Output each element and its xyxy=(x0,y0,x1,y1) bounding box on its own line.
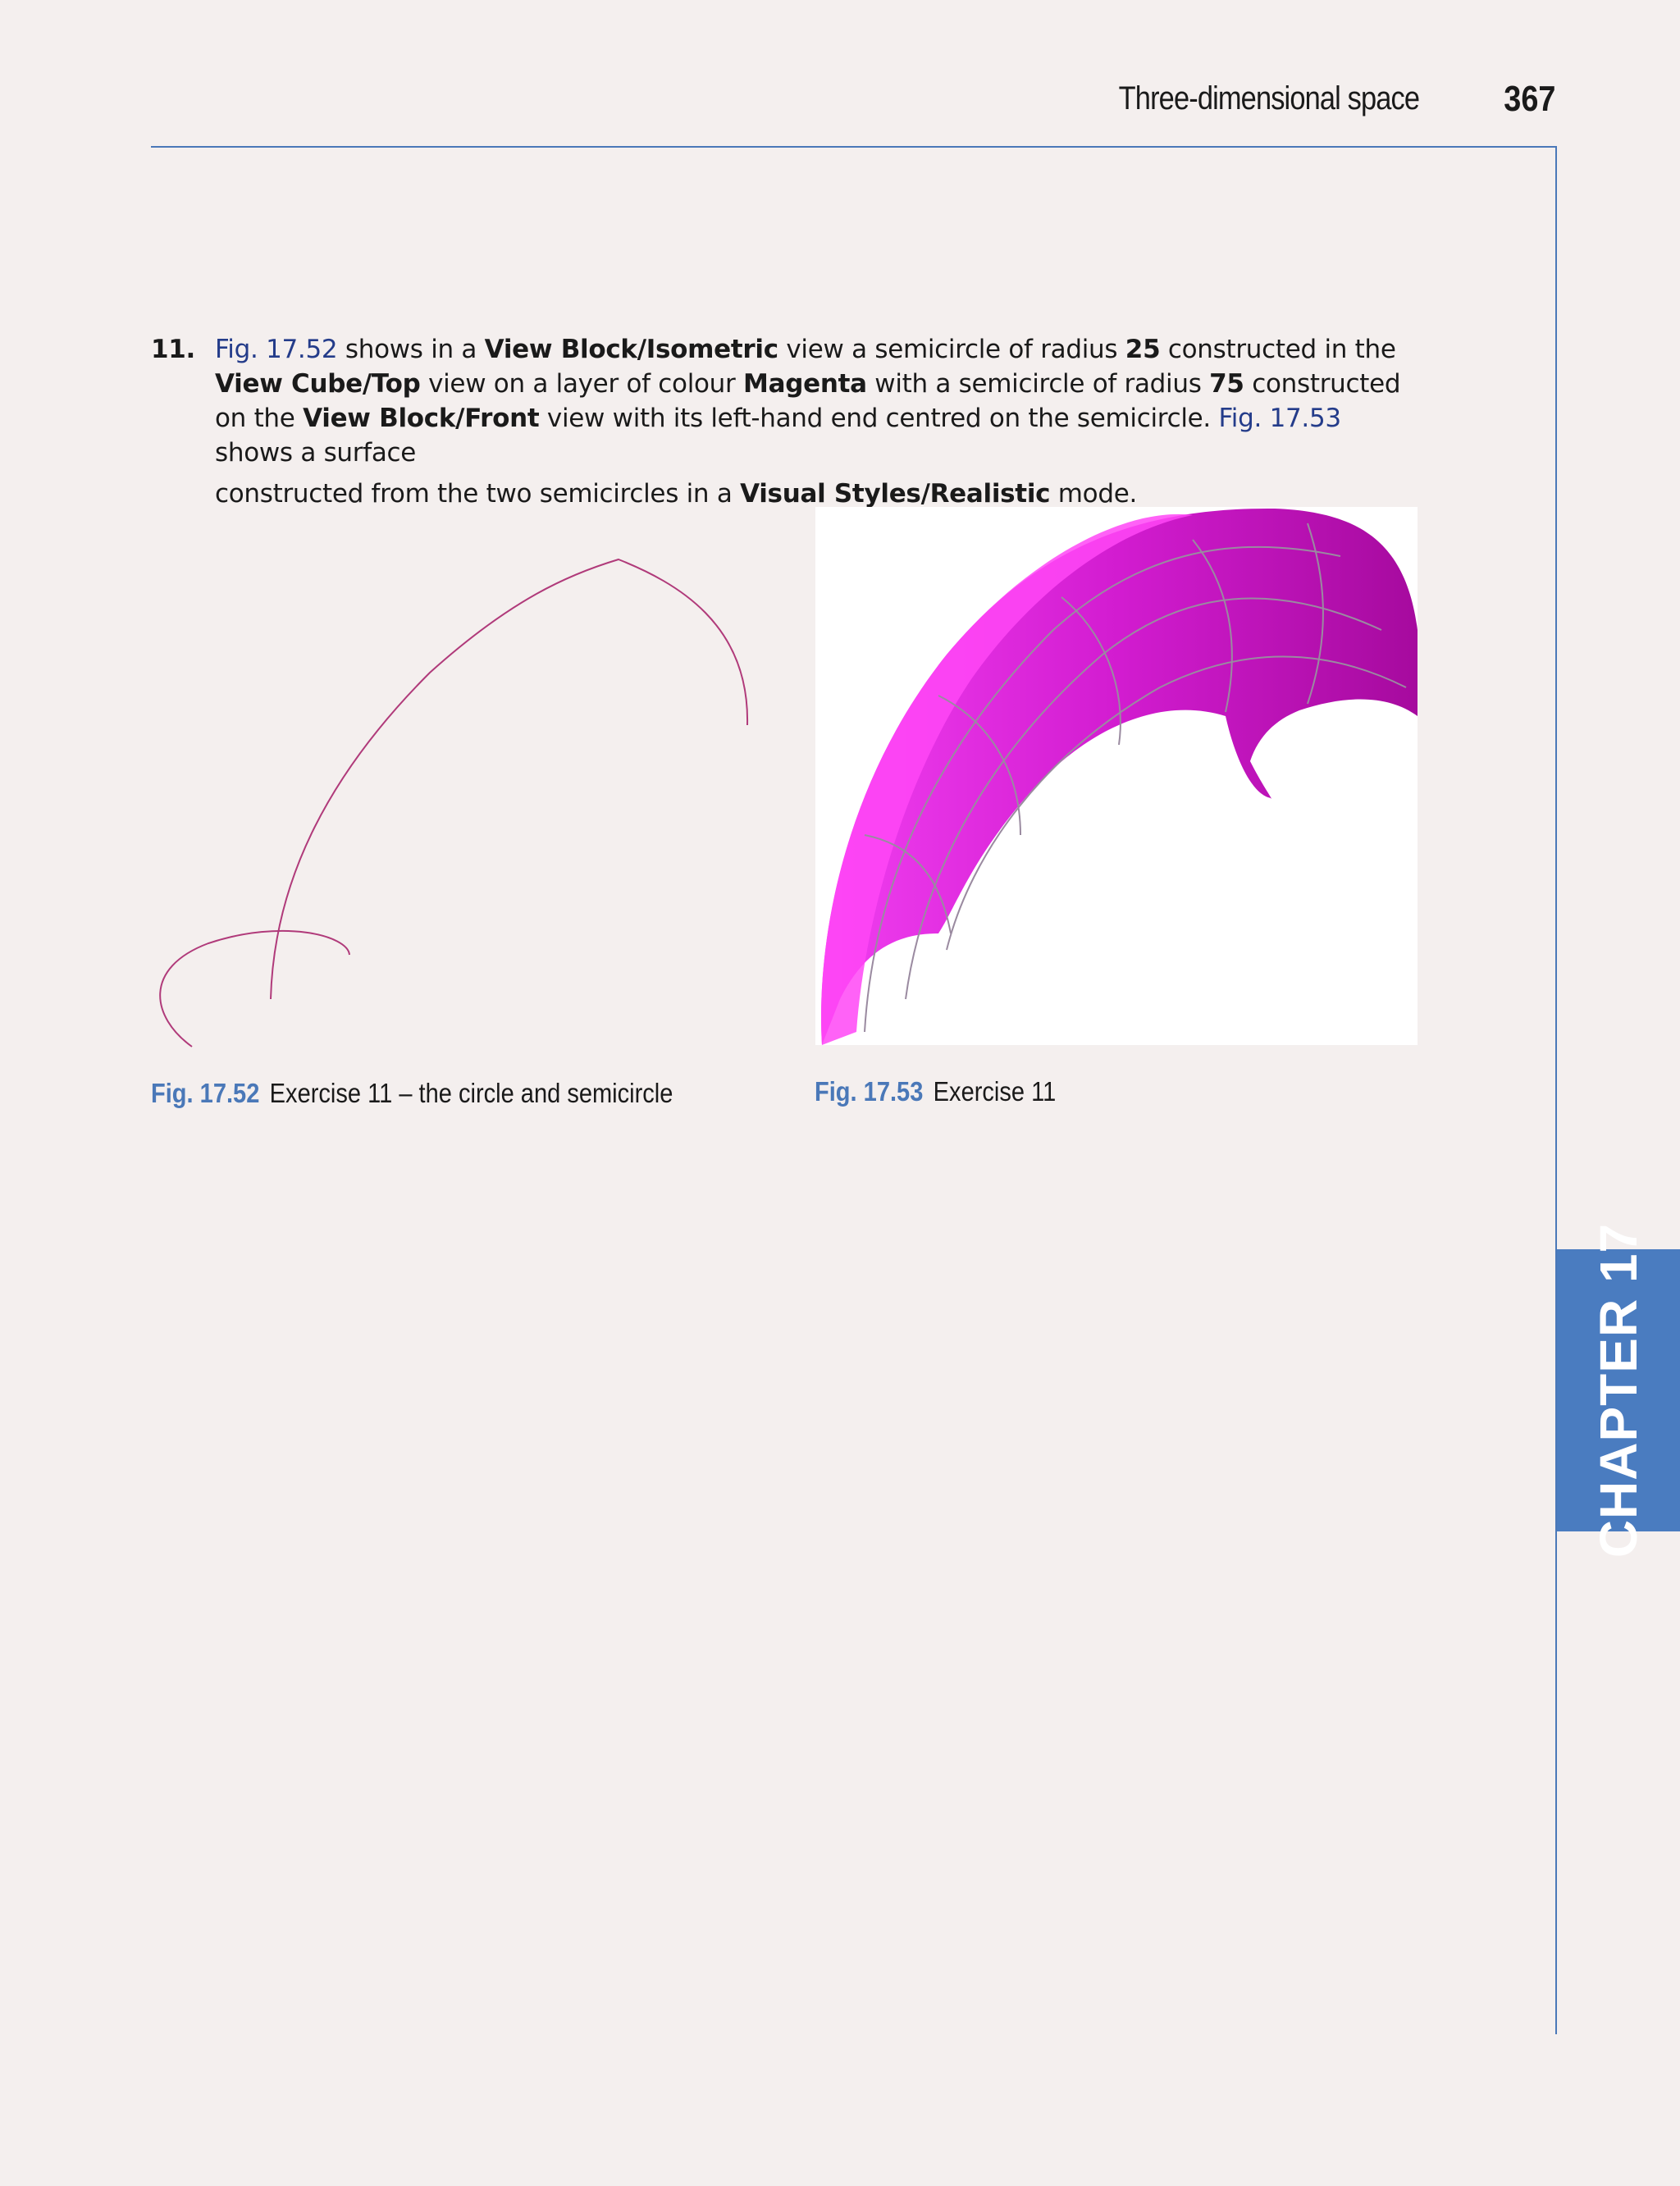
figure-17-53-surface xyxy=(815,507,1418,1045)
figure-17-52-caption: Fig. 17.52 Exercise 11 – the circle and semicircle xyxy=(151,1078,673,1108)
margin-rule xyxy=(1555,146,1557,2034)
header-rule xyxy=(151,146,1557,148)
page-number: 367 xyxy=(1503,79,1555,119)
exercise-text: Fig. 17.52 shows in a View Block/Isometric view a semicircle of radius 25 constructed in the View Cube/Top view on a layer of colour Magenta with a semicircle of radius 75 constructed on the View Block/Front view with its left-hand end centred on the semicircle. Fig. 17.53 shows a surface constructed from the two semicircles in a Visual Styles/Realistic mode. xyxy=(215,335,1401,509)
figure-reference-link[interactable]: Fig. 17.52 xyxy=(215,335,338,364)
exercise-11 xyxy=(151,332,1406,511)
semicircle-small-arc xyxy=(160,931,349,1047)
exercise-number: 11. xyxy=(151,335,196,364)
semicircle-large-arc xyxy=(271,559,747,999)
figure-reference-link[interactable]: Fig. 17.53 xyxy=(1218,404,1341,433)
chapter-tab-label: CHAPTER 17 xyxy=(1589,1222,1648,1558)
figure-17-53-caption: Fig. 17.53 Exercise 11 xyxy=(815,1076,1057,1107)
chapter-tab xyxy=(1557,1222,1680,1558)
figure-17-52-drawing xyxy=(151,525,766,1058)
running-header-title: Three-dimensional space xyxy=(1118,80,1419,116)
